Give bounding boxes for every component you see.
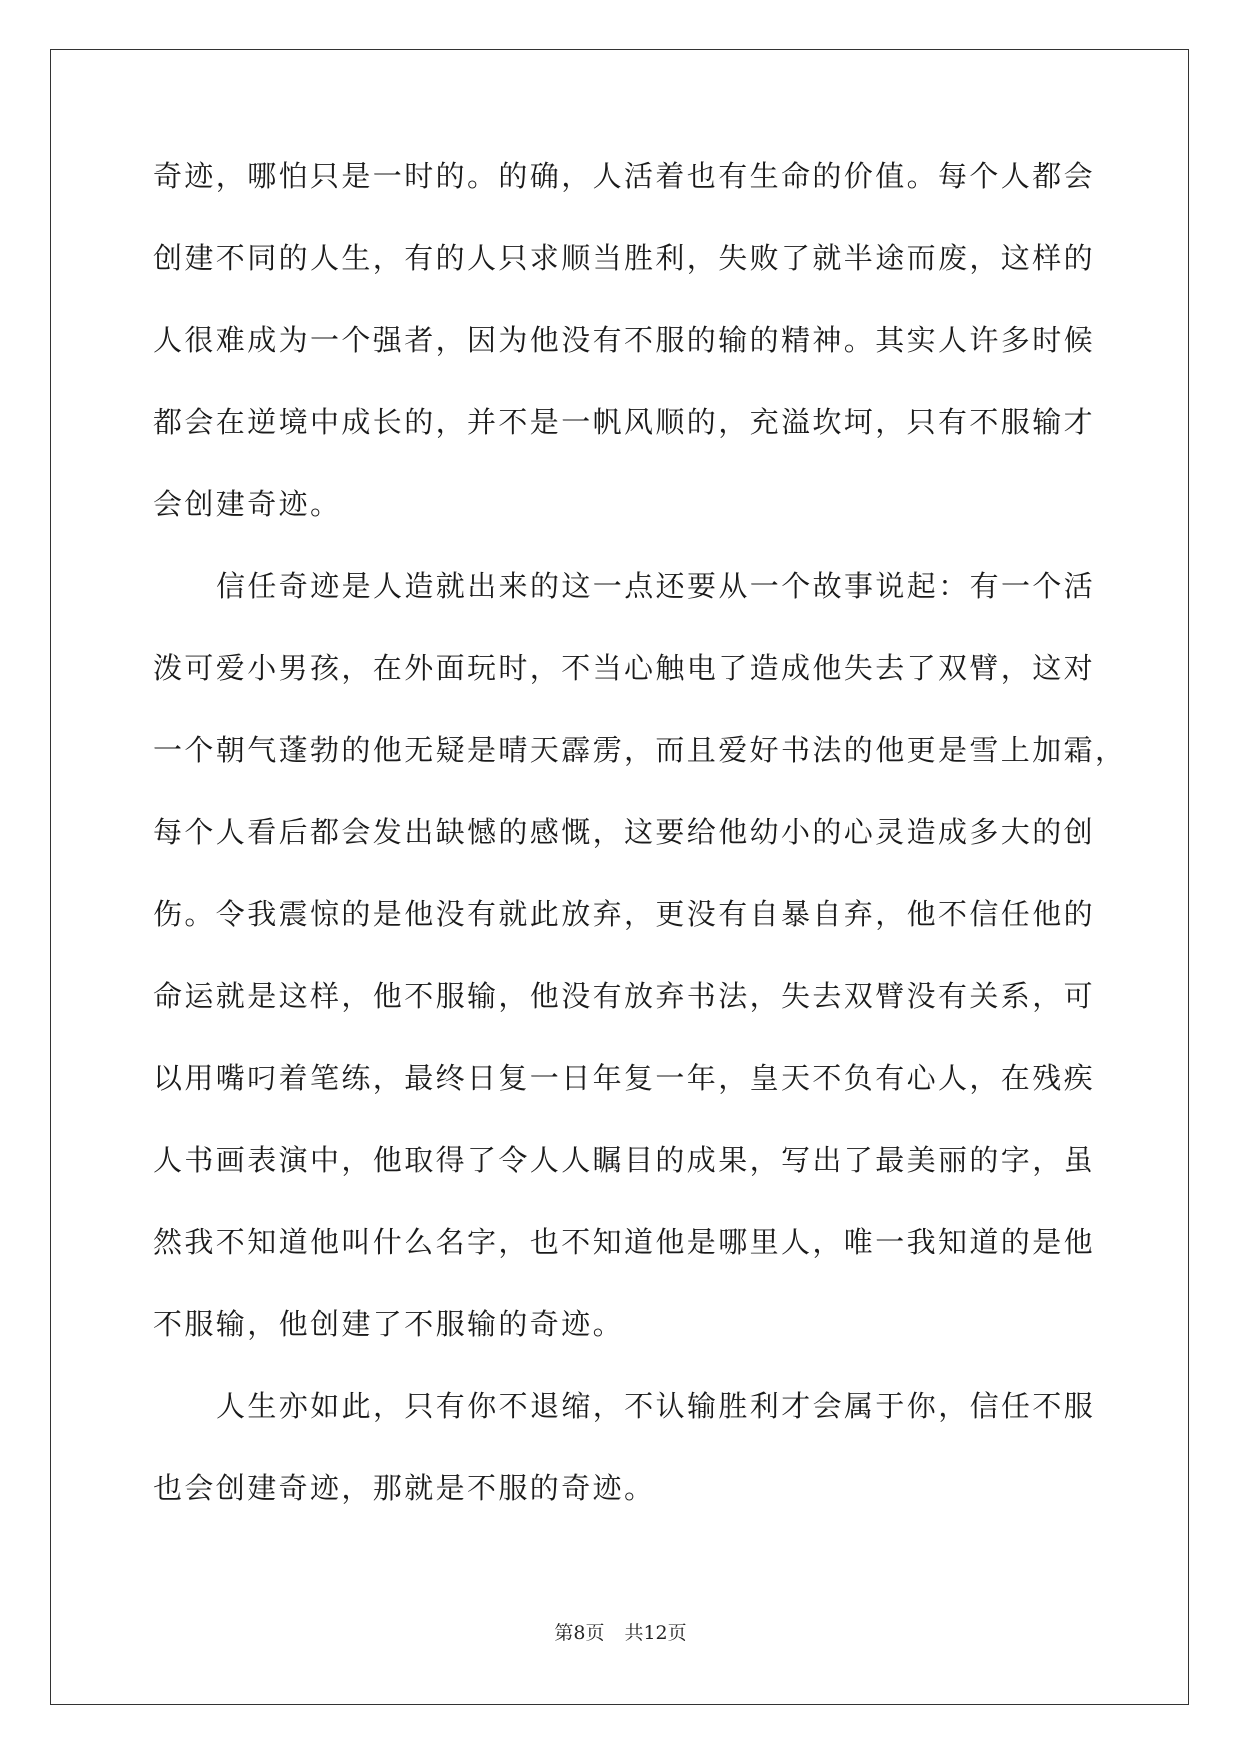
text-line: 创建不同的人生，有的人只求顺当胜利，失败了就半途而废，这样的 <box>153 241 1096 275</box>
text-line: 每个人看后都会发出缺憾的感慨，这要给他幼小的心灵造成多大的创 <box>153 815 1096 849</box>
text-line: 泼可爱小男孩，在外面玩时，不当心触电了造成他失去了双臂，这对 <box>153 651 1096 685</box>
text-line: 一个朝气蓬勃的他无疑是晴天霹雳，而且爱好书法的他更是雪上加霜， <box>153 733 1127 767</box>
text-line: 以用嘴叼着笔练，最终日复一日年复一年，皇天不负有心人，在残疾 <box>153 1061 1096 1095</box>
text-line: 人很难成为一个强者，因为他没有不服的输的精神。其实人许多时候 <box>153 323 1096 357</box>
text-line: 奇迹，哪怕只是一时的。的确，人活着也有生命的价值。每个人都会 <box>153 159 1096 193</box>
paragraph-1 <box>153 158 1096 568</box>
text-line: 人生亦如此，只有你不退缩，不认输胜利才会属于你，信任不服 <box>216 1389 1096 1423</box>
page-footer <box>0 1618 1241 1645</box>
text-line: 然我不知道他叫什么名字，也不知道他是哪里人，唯一我知道的是他 <box>153 1225 1096 1259</box>
text-line: 都会在逆境中成长的，并不是一帆风顺的，充溢坎坷，只有不服输才 <box>153 405 1096 439</box>
text-line: 不服输，他创建了不服输的奇迹。 <box>153 1307 625 1341</box>
text-line: 信任奇迹是人造就出来的这一点还要从一个故事说起：有一个活 <box>216 569 1096 603</box>
paragraph-3 <box>153 1388 1096 1552</box>
text-line: 伤。令我震惊的是他没有就此放弃，更没有自暴自弃，他不信任他的 <box>153 897 1096 931</box>
page-number: 第8页 <box>554 1622 605 1644</box>
text-line: 人书画表演中，他取得了令人人瞩目的成果，写出了最美丽的字，虽 <box>153 1143 1096 1177</box>
document-body <box>153 158 1127 1552</box>
text-line: 也会创建奇迹，那就是不服的奇迹。 <box>153 1471 656 1505</box>
paragraph-2 <box>153 568 1127 1388</box>
page-total: 共12页 <box>624 1622 687 1644</box>
text-line: 命运就是这样，他不服输，他没有放弃书法，失去双臂没有关系，可 <box>153 979 1096 1013</box>
text-line: 会创建奇迹。 <box>153 487 342 521</box>
